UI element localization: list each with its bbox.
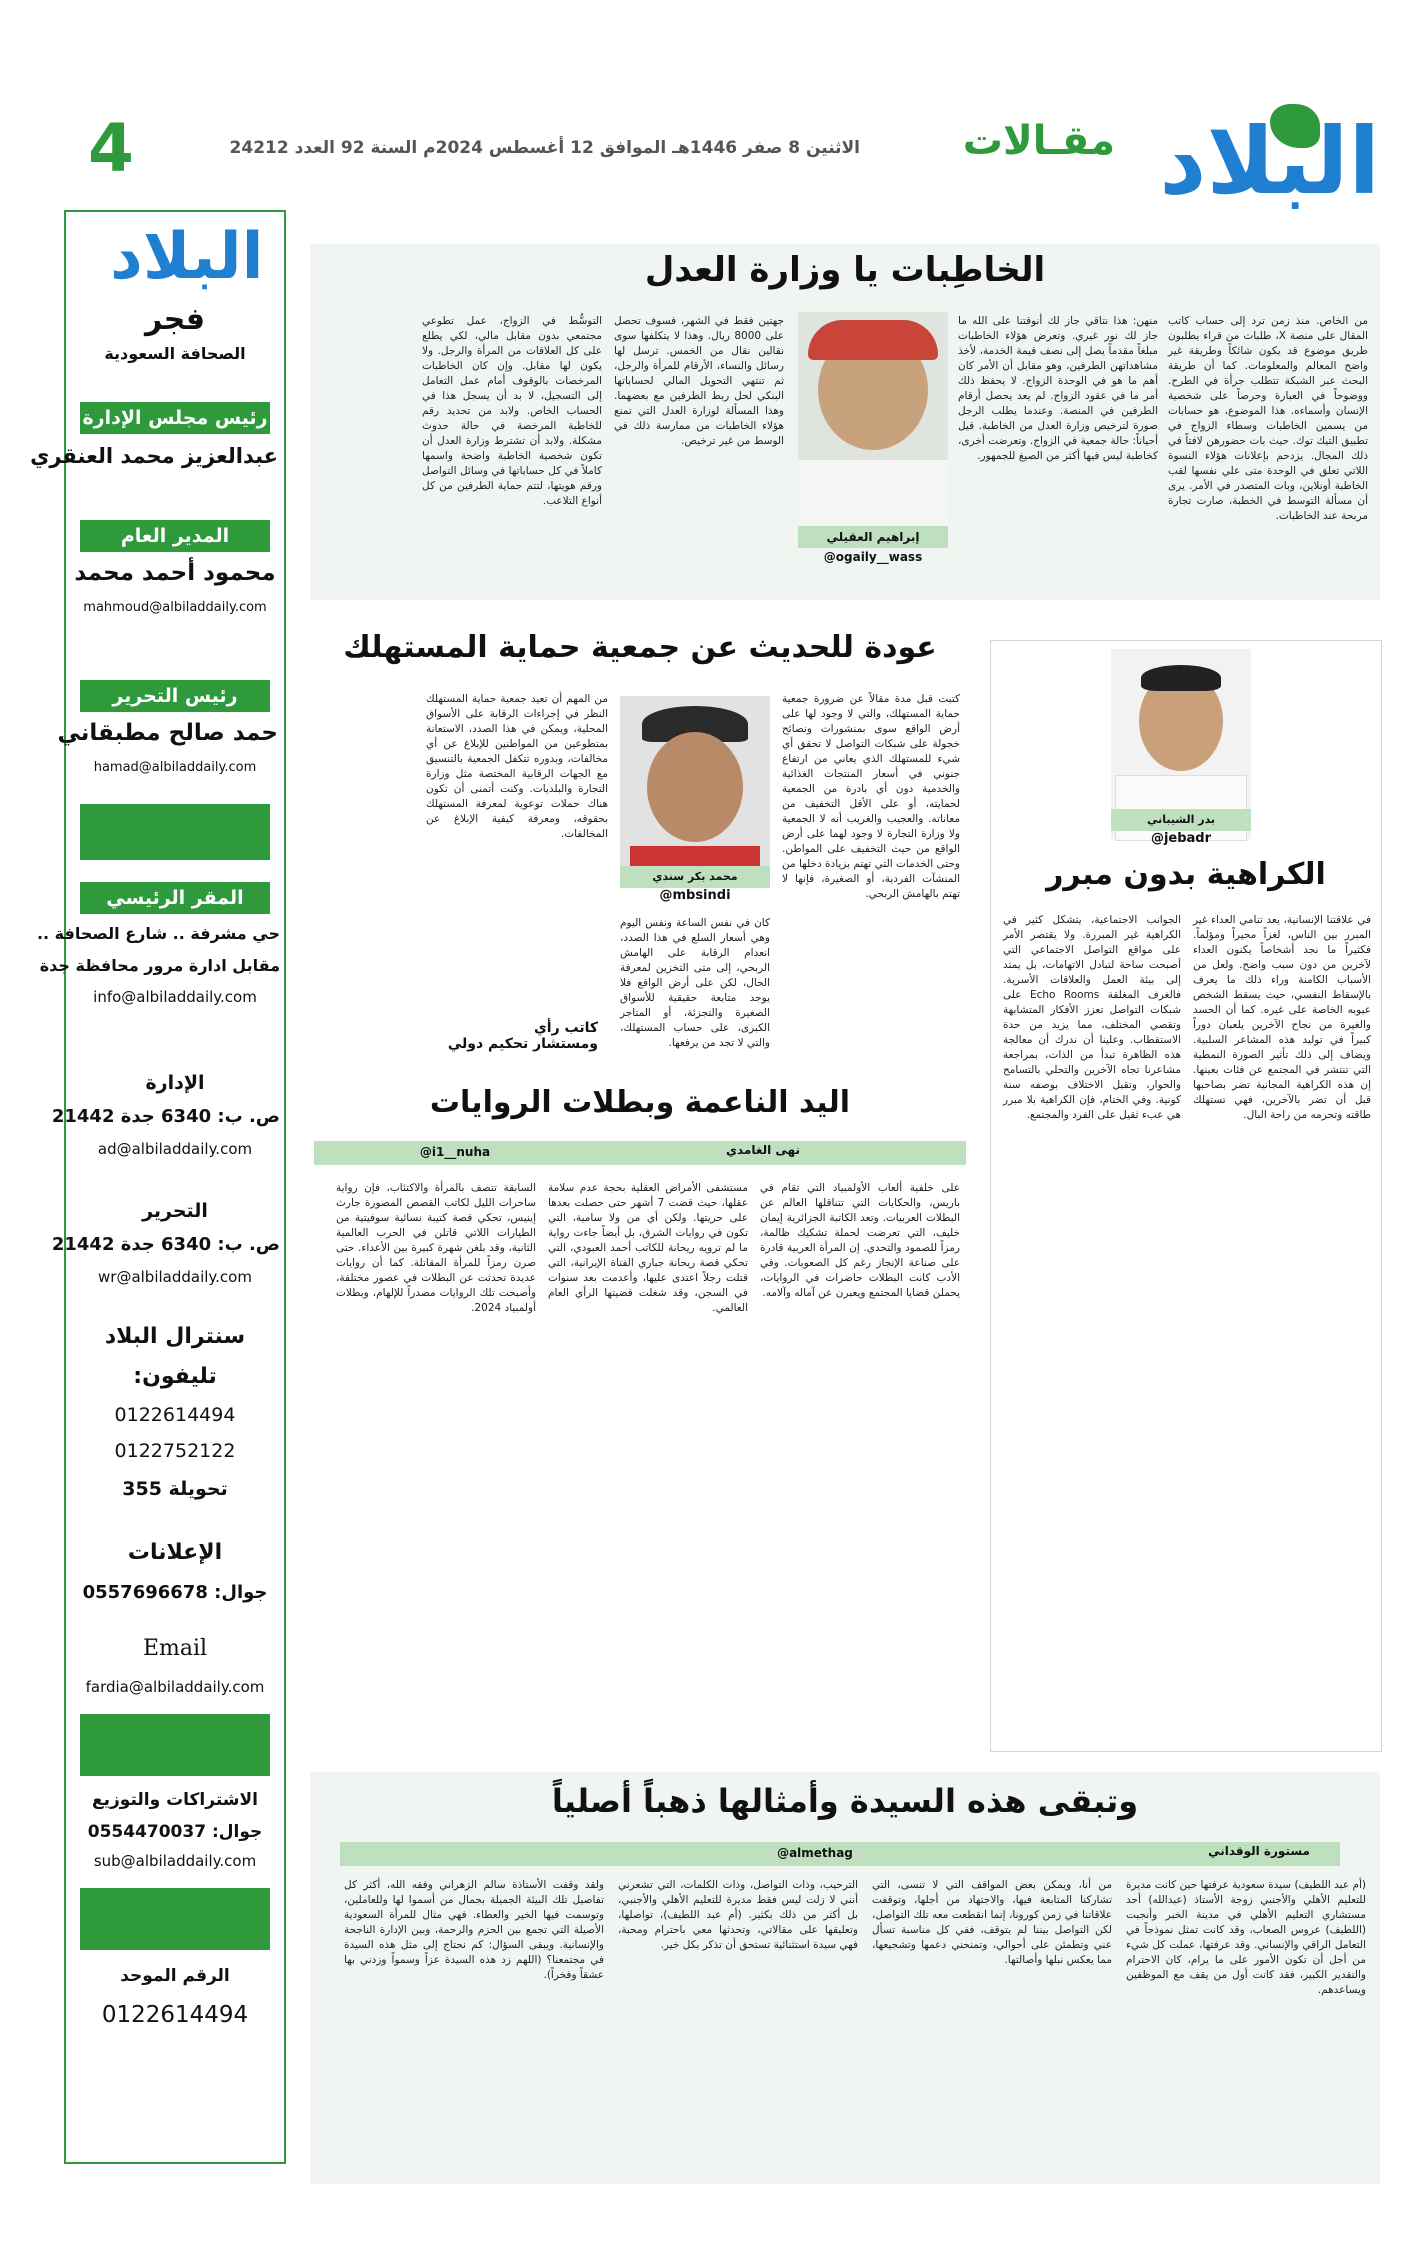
headscarf — [808, 320, 938, 360]
board-name: عبدالعزيز محمد العنقري — [30, 444, 278, 468]
subs-head: الاشتراكات والتوزيع — [92, 1790, 258, 1810]
author-name: نهى الغامدي — [725, 1143, 800, 1157]
editorial-po: ص. ب: 6340 جدة 21442 — [51, 1234, 280, 1255]
author-signoff — [448, 1020, 598, 1052]
author-handle[interactable]: @i1__nuha — [419, 1145, 491, 1159]
sidebar-logo: البلاد — [110, 220, 264, 294]
article-column: مستشفى الأمراض العقلية بحجة عدم سلامة عقلها، حيث قضت 7 أشهر حتى حصلت بعدها على حريتها. ولكن أي من ولا سامية، التي تكون في روايات الشرق، بل أيضاً جاءت رواية ما لم ترويه ريحانة للكاتب أحمد العبودي، التي تحكي قصة ريحانة جباري الفتاة الإيرانية، التي قتلت رجلاً اعتدى عليها، وأعدمت بعد سنوات في السجن، وقد شغلت قضيتها الرأي العام العالمي. — [548, 1182, 748, 1314]
author-photo — [798, 312, 948, 526]
article-title: الخاطِبات يا وزارة العدل — [644, 250, 1046, 290]
author-name: إبراهيم العقيلي — [798, 526, 948, 548]
article-title: الكراهية بدون مبرر — [1046, 857, 1326, 892]
article-column: في علاقتنا الإنسانية، يعد تنامي العداء غير المبرر بين الناس، لغزاً محيراً ومؤلماً. فكثيراً ما نجد أشخاصاً يكنون العداء لآخرين من دون سبب واضح. ولعل من الأسباب الكامنة وراء ذلك ما يعرف بالإسقاط النفسي، حيث يسقط الشخص عيوبه الخاصة على غيره. كما أن الحسد والغيرة من نجاح الآخرين يلعبان دوراً كبيراً في توليد هذه المشاعر السلبية. ويضاف إلى ذلك تأثير الصورة النمطية التي تنتشر في المجتمع عن فئات بعينها. إن هذه الكراهية المجانية تضر بصاحبها قبل أن تضر بالآخرين، فهي تستهلك طاقته وتحرمه من راحة البال. — [1193, 914, 1371, 1121]
board-head: رئيس مجلس الإدارة — [80, 402, 270, 434]
author-handle[interactable]: @mbsindi — [659, 888, 731, 903]
phone-label: تليفون: — [133, 1364, 217, 1389]
central-head: سنترال البلاد — [104, 1324, 246, 1349]
subs-mobile: جوال: 0554470037 — [87, 1822, 263, 1842]
newspaper-logo: البلاد — [1142, 112, 1380, 212]
article-column: التوسُّط في الزواج، عمل تطوعي مجتمعي بدون مقابل مالي، لكي يطلع على كل العلاقات من المرأة والرجل. ولا يكون لها مقابل. وإن كان الخاطبات المرخصات بالوقوف أمام عمل التعامل إلى التسجيل، لا بد أن يسجل هذا في الحساب الخاص. ولابد من تحديد رقم للخاطبة المرخصة في حالة حدوث مشكلة. ولابد أن تشترط وزارة العدل أن تكون شخصية الخاطبة واضحة واسمها كاملاً في كل حساباتها في وسائل التواصل ورقم هويتها، لتتم حماية الطرفين من كل أنواع التلاعب. — [422, 315, 602, 507]
author-face — [647, 732, 743, 842]
article-column: السابقة تتصف بالمرأة والاكتئاب، فإن رواية ساحرات الليل لكاتب القصص المصورة جارث إينيس، تحكي قصة كتيبة نسائية سوفيتية من الطيارات اللاتي قاتلن في الحرب العالمية الثانية، وقد بلغن شهرة كبيرة بين الأعداء. حتى صرن رمزاً للمرأة المقاتلة. كما أن روايات عديدة تحدثت عن البطلات في عصور مختلفة، وأصبحت تلك الروايات مصدراً للإلهام، وبطلات أولمبياد 2024. — [336, 1182, 536, 1314]
unified-number: 0122614494 — [101, 2002, 249, 2028]
ads-mobile: جوال: 0557696678 — [82, 1582, 268, 1603]
article-column: كان في نفس الساعة ونفس اليوم وهي أسعار السلع في هذا الصدد، انعدام الرقابة على الهامش الربحي، إلى متى التخزين لمعرفة الحال، لكن على أرض الواقع فلا يوجد متابعة حقيقية للأسواق الصغيرة والتجزئة، أو المتاجر الكبرى، على حساب المستهلك، والتي لا تجد من يرفعها. — [620, 917, 770, 1049]
section-title: مقـالات — [962, 118, 1115, 164]
author-handle[interactable]: @jebadr — [1150, 831, 1212, 846]
hq-line2: مقابل ادارة مرور محافظة جدة — [39, 956, 280, 975]
article-column: من المهم أن تعيد جمعية حماية المستهلك النظر في إجراءات الرقابة على الأسواق المحلية، ويمكن في هذا الصدد، الاستعانة بمتطوعين من المواطنين للإبلاغ عن أي مخالفات، وبدوره تتكفل الجمعية بالتنسيق مع الجهات الرقابية المختصة مثل وزارة التجارة والبلديات. وكنت أتمنى أن تكون هناك حملات توعوية لمعرفة المستهلك بحقوقه، ومعرفة كيفية الإبلاغ عن المخالفات. — [426, 693, 608, 840]
article-title: وتبقى هذه السيدة وأمثالها ذهباً أصلياً — [551, 1782, 1139, 1820]
gm-name: محمود أحمد محمد — [74, 560, 276, 586]
thobe — [798, 460, 948, 526]
editor-email[interactable]: hamad@albiladdaily.com — [93, 760, 257, 775]
hq-email[interactable]: info@albiladdaily.com — [93, 988, 257, 1006]
article-title: عودة للحديث عن جمعية حماية المستهلك — [343, 630, 937, 665]
article-column: الترحيب، وذات التواصل، وذات الكلمات، التي تشعرني أنني لا زلت ليس فقط مديرة للتعليم الأهلي والأجنبي، بل أكثر من ذلك بكثير. (أم عبد اللطيف)، تواصلها، وتعليقها على مقالاتي، وتحدثها معي باحترام ومحبة، فهي سيدة استثنائية تستحق أن تذكر بكل خير. — [618, 1879, 858, 1951]
gm-head: المدير العام — [80, 520, 270, 552]
ads-head: الإعلانات — [127, 1540, 223, 1565]
signoff-line: ومستشار تحكيم دولي — [447, 1036, 598, 1052]
article-column: كتبت قبل مدة مقالاً عن ضرورة جمعية حماية المستهلك، والتي لا وجود لها على أرض الواقع سوى بمنشورات ونصائح خجولة على شبكات التواصل لا تحقق أي شيء للمستهلك الذي يعاني من ارتفاع جنوني في أسعار المنتجات الغذائية والخدمية دون أي بادرة من الجمعية لحمايته، أو على الأقل التخفيف من معاناته. والعجيب والغريب أنه لا الجمعية ولا وزارة التجارة لا وجود لهما على أرض الواقع من حيث التخفيف على المواطن. وحتى الخدمات التي تهتم بزيادة دخلها من المنشآت الفردية، أو الصغيرة، فإنها لا تهتم بالهامش الربحي. — [782, 693, 960, 900]
admin-po: ص. ب: 6340 جدة 21442 — [51, 1106, 280, 1127]
gm-email[interactable]: mahmoud@albiladdaily.com — [83, 600, 267, 615]
article-column: (أم عبد اللطيف) سيدة سعودية عرفتها حين كانت مديرة للتعليم الأهلي والأجنبي زوجة الأستاذ (عبدالله) أحد مستشاري التعليم الأهلي في مدينة الخبر وأنجبت (اللطيف) عروس الصعاب، وقد كانت تمثل نموذجاً في التعامل الراقي والإنساني. وقد عرفتها، عملت كل شيء من أجل أن تكون الأمور على ما يرام، كان الاحترام والتقدير الكبير، فقد كانت أول من يقف مع الموظفين ويساعدهم. — [1126, 1879, 1366, 1996]
editorial-head: التحرير — [142, 1200, 208, 1222]
page-number: 4 — [88, 110, 134, 187]
article-column: جهتين فقط في الشهر، فسوف تحصل على 8000 ريال. وهذا لا يتكلفها سوى نقالين نقال من الخمس. ترسل لها رسائل والنساء، الأرقام للمرأة والرجل، ثم تنتهي التحويل المالي لحساباتها البنكي لحل ربط الطرفين مع بعضهما. وهذا المسألة لوزارة العدل التي تمنع هؤلاء الخاطبات من ممارسة ذلك في الوسط من غير ترخيص. — [614, 315, 784, 447]
unified-head: الرقم الموحد — [120, 1966, 230, 1986]
article-column: الجوانب الاجتماعية، يتشكل كثير في الكراهية غير المبررة. ولا يقتصر الأمر على مواقع التواصل الاجتماعي التي أصبحت ساحة لتبادل الاتهامات، بل يمتد إلى بيئة العمل والعلاقات الأسرية. فالغرف المغلقة Echo Rooms على شبكات التواصل تعزز الأفكار المتشابهة وتقصي المختلف، مما يزيد من حدة الاستقطاب. وعلينا أن ندرك أن معالجة هذه الظاهرة تبدأ من الذات، بمراجعة مشاعرنا تجاه الآخرين والتحلي بالتسامح والحوار، وتقبل الاختلاف بوصفه سنة كونية. وفي الختام، فإن الكراهية بلا مبرر هي عبء ثقيل على الفرد والمجتمع. — [1003, 914, 1181, 1121]
contact-email[interactable]: fardia@albiladdaily.com — [85, 1678, 265, 1696]
author-name: مستورة الوقداني — [1208, 1844, 1310, 1858]
email-head: Email — [142, 1636, 208, 1661]
phone-ext: تحويلة 355 — [122, 1478, 228, 1500]
article-column: على خلفية ألعاب الأولمبياد التي تقام في باريس، والحكايات التي تتناقلها العالم عن البطلات العربيات. وتعد الكاتبة الجزائرية إيمان خليف، التي تعرضت لحملة تشكيك ظالمة، رمزاً للصمود والتحدي. إن المرأة العربية قادرة على صناعة الإنجاز رغم كل الصعوبات. وفي الأدب كانت البطلات حاضرات في الروايات، يحملن قضايا المجتمع ويعبرن عن آماله وآلامه. — [760, 1182, 960, 1299]
article-hatred — [990, 640, 1382, 1752]
article-column: ولقد وقفت الأستاذة سالم الزهراني وفقه الله، أكثر كل تفاصيل تلك البيئة الجميلة بجمال من أسموا لها وللعاملين، وتوسمت فيها الخير والعطاء. فهي مثال للمرأة السعودية الأصيلة التي تجمع بين الحزم والرحمة، وبين الإدارة الناجحة والإنسانية. ويبقى السؤال: كم نحتاج إلى مثل هذه السيدة في مجتمعنا؟ (اللهم زد هذه السيدة عزاً وسمواً وزدني بها عشقاً وفخراً). — [344, 1879, 604, 1981]
editor-head: رئيس التحرير — [80, 680, 270, 712]
author-name: بدر الشيباني — [1111, 809, 1251, 831]
article-lady — [310, 1772, 1380, 2184]
author-photo — [620, 696, 770, 886]
editor-name: حمد صالح مطبقاني — [57, 720, 278, 746]
sidebar-title: فجر — [145, 302, 205, 337]
subs-email[interactable]: sub@albiladdaily.com — [93, 1852, 257, 1870]
hq-line1: حي مشرفة .. شارع الصحافة .. — [36, 924, 280, 943]
sidebar-subtitle: الصحافة السعودية — [104, 344, 246, 363]
article-column: من أنا، ويمكن بعض المواقف التي لا تنسى، التي تشاركنا المتابعة فيها، والاجتهاد من أجلها، وتوقفت علاقاتنا في زمن كورونا، إنما انقطعت معه تلك التواصل، لكن التواصل بيننا لم يتوقف، ففي كل مناسبة تسأل عني وتطمئن على أحوالي، وتمنحني دعمها وتشجيعها، مما يعكس نبلها وأصالتها. — [872, 1879, 1112, 1966]
signoff-line: كاتب رأي — [533, 1020, 598, 1036]
hq-head: المقر الرئيسي — [80, 882, 270, 914]
green-block — [80, 1714, 270, 1776]
article-khatibat — [310, 244, 1380, 600]
phone-2: 0122752122 — [114, 1440, 236, 1462]
phone-1: 0122614494 — [114, 1404, 236, 1426]
green-block — [80, 1888, 270, 1950]
admin-head: الإدارة — [145, 1072, 205, 1094]
green-block — [80, 804, 270, 860]
hair — [1141, 665, 1221, 691]
article-consumer — [310, 630, 970, 1070]
dateline: الاثنين 8 صفر 1446هـ الموافق 12 أغسطس 2024م السنة 92 العدد 24212 — [229, 138, 860, 158]
admin-email[interactable]: ad@albiladdaily.com — [97, 1140, 253, 1158]
article-title: اليد الناعمة وبطلات الروايات — [429, 1085, 851, 1120]
article-novels — [310, 1085, 970, 1755]
article-column: من الخاص. منذ زمن ترد إلى حساب كاتب المقال على منصة X، طلبات من قراء يطلبون طريق موضوع قد يكون شائكاً وطريقة غير واضح المعالم والمعلومات. كما أن طريقة البحث عبر الشبكة تتطلب جرأة في الطرح. ووضوحاً في العبارة وحرصاً على شخصية الإنسان وأسماءه. هذا الموضوع، هو حسابات من يسمين الخاطبات وسطاء الزواج في تطبيق التيك توك. حيث بات حضورهن لافتاً في ذلك المجال. يزدحم بإعلانات هؤلاء النسوة اللاتي تعلق في الوحدة متى علي نفسها لقب الخاطبة أونلاين، وبات المتصدر في الأمر. يرى أن مسألة التوسط في الخطبة، صارت تجارة مربحة عند الخاطبات. — [1168, 315, 1368, 522]
author-handle[interactable]: @ogaily__wass — [823, 550, 923, 564]
article-column: منهن: هذا نتاقي جاز لك أنوقتنا على الله ما جاز لك نور غيري. وتعرض هؤلاء الخاطبات مبلغاً مقدماً يصل إلى نصف قيمة الخدمة، لأخذ مشاهداتهن الطرفين، وهو مقابل أن الأمر كان أهم ما هو في الوحدة الزواج. لا يحفظ ذلك أمر ما في عقود الزواج. لم يعد يحصل أرقام الطرفين في المنصة. وعندما يطلب الرجل صورة لترخيص وزارة العدل من الخاطبة. قيل أحياناً: حالة جمعية في الزواج. وتعرضت أخرى، كخاطبة ليس فيها أكثر من الصيغ للجمهور. — [958, 315, 1158, 462]
author-name: محمد بكر سندي — [620, 866, 770, 888]
masthead-sidebar — [30, 210, 286, 2164]
author-handle[interactable]: @almethag — [777, 1846, 853, 1860]
editorial-email[interactable]: wr@albiladdaily.com — [98, 1268, 252, 1286]
